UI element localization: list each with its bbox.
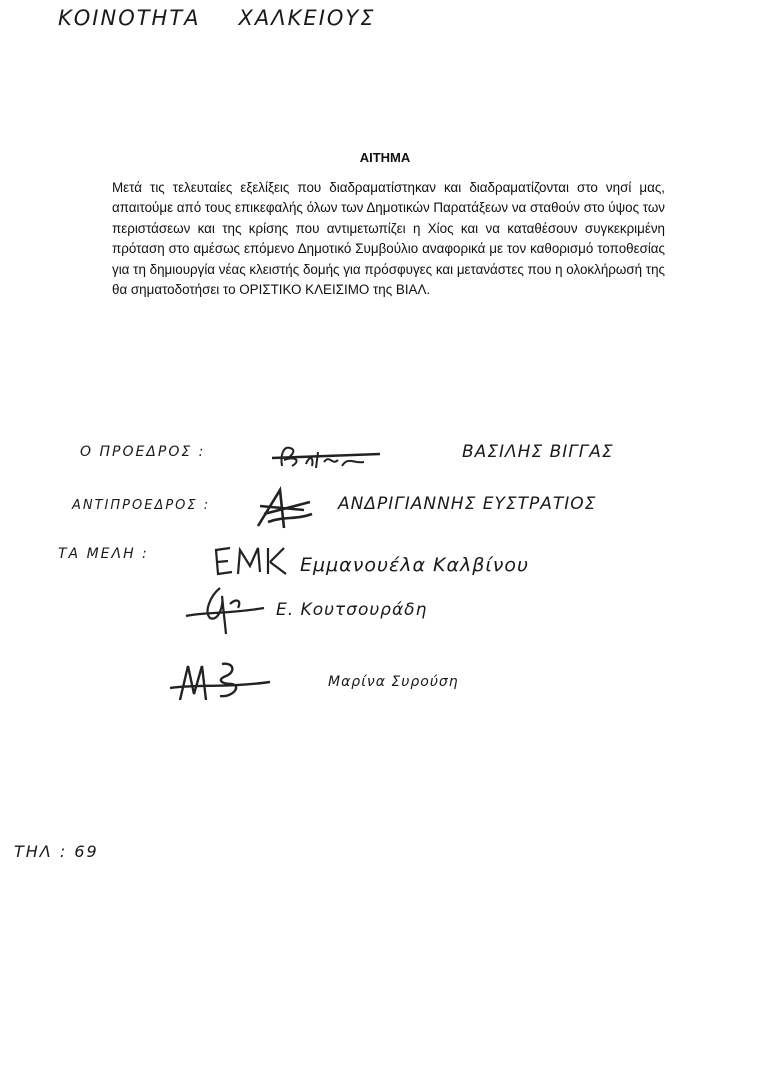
phone-note: ΤΗΛ : 69 [14,842,99,861]
community-name: ΧΑΛΚΕΙΟΥΣ [238,6,376,30]
member3-row [0,654,770,704]
president-row [0,436,770,486]
members-label: ΤΑ ΜΕΛΗ : [58,546,149,562]
vice-president-row [0,484,770,534]
member1-name: Εμμανουέλα Καλβίνου [300,554,530,576]
petition-body: Μετά τις τελευταίες εξελίξεις που διαδραματίστηκαν και διαδραματίζονται στο νησί μας, απαιτούμε από τους επικεφαλής όλων των Δημοτικών Παρατάξεων να σταθούν στο ύψος των περιστάσεων και της κρίσης που αντιμετωπίζει η Χίος και να καταθέσουν συγκεκριμένη πρόταση στο αμέσως επόμενο Δημοτικό Συμβούλιο αναφορικά με τον καθορισμό τοποθεσίας για τη δημιουργία νέας κλειστής δομής για πρόσφυγες και μετανάστες που η ολοκλήρωσή της θα σηματοδοτήσει το ΟΡΙΣΤΙΚΟ ΚΛΕΙΣΙΜΟ της ΒΙΑΛ. [112,180,665,298]
member3-signature [166,654,276,710]
president-name: ΒΑΣΙΛΗΣ ΒΙΓΓΑΣ [462,442,614,462]
member1-signature [208,540,294,580]
community-word: ΚΟΙΝΟΤΗΤΑ [58,6,201,30]
member2-signature [180,582,270,638]
document-title: ΑΙΤΗΜΑ [359,150,411,165]
community-header [58,6,376,30]
member2-name: Ε. Κουτσουράδη [276,600,428,620]
president-label: Ο ΠΡΟΕΔΡΟΣ : [80,444,206,460]
member3-name: Μαρίνα Συρούση [328,674,459,690]
member2-row [0,582,770,632]
vice-president-label: ΑΝΤΙΠΡΟΕΔΡΟΣ : [72,498,211,513]
vice-president-signature [250,484,340,534]
president-signature [268,436,388,476]
vice-president-name: ΑΝΔΡΙΓΙΑΝΝΗΣ ΕΥΣΤΡΑΤΙΟΣ [338,494,597,514]
